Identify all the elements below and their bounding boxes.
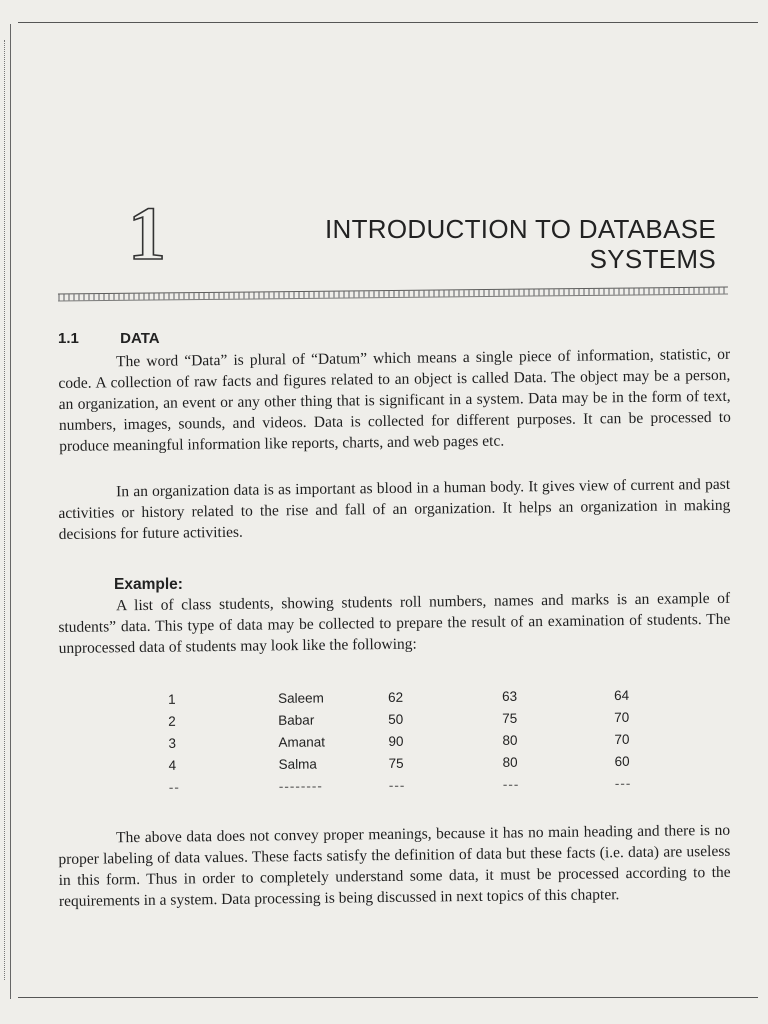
paragraph-indent bbox=[58, 496, 116, 497]
paragraph-indent bbox=[58, 610, 116, 611]
mark-cell: --- bbox=[502, 776, 520, 792]
roll-number-cell: -- bbox=[168, 779, 180, 795]
mark-cell: 63 bbox=[501, 688, 518, 704]
mark-cell: 90 bbox=[388, 733, 404, 749]
mark-cell: 80 bbox=[502, 754, 518, 770]
paragraph-indent bbox=[58, 842, 116, 843]
mark-cell: 70 bbox=[614, 709, 630, 725]
left-border-line bbox=[10, 24, 11, 999]
student-name-cell: -------- bbox=[278, 778, 323, 794]
bottom-border-line bbox=[18, 997, 758, 998]
mark-cell: 64 bbox=[613, 687, 630, 703]
mark-cell: 70 bbox=[614, 731, 630, 747]
paragraph-indent bbox=[58, 366, 116, 367]
mark-cell: 80 bbox=[502, 732, 518, 748]
chapter-title-line-2: SYSTEMS bbox=[589, 244, 716, 274]
example-heading: Example: bbox=[114, 576, 183, 593]
mark-cell: --- bbox=[614, 775, 632, 791]
top-border-line bbox=[18, 22, 758, 23]
student-name-cell: Salma bbox=[278, 756, 317, 772]
paragraph-data-importance bbox=[58, 474, 731, 545]
paragraph-text: A list of class students, showing students roll numbers, names and marks is an example of students” data. This type of data may be collected to prepare the result of an examination of students. The unprocessed data of students may look like the following: bbox=[58, 589, 731, 657]
section-heading bbox=[58, 330, 160, 347]
roll-number-cell: 2 bbox=[168, 713, 176, 729]
paragraph-data-processing bbox=[58, 820, 731, 912]
student-name-cell: Saleem bbox=[277, 690, 324, 706]
student-name-cell: Amanat bbox=[278, 734, 326, 750]
student-name-cell: Babar bbox=[278, 712, 315, 728]
paragraph-text: In an organization data is as important as blood in a human body. It gives view of current and past activities or history related to the rise and fall of an organization. It helps an organization in making decisions for future activities. bbox=[58, 475, 731, 543]
paragraph-data-definition bbox=[58, 344, 731, 457]
mark-cell: --- bbox=[388, 777, 406, 793]
mark-cell: 75 bbox=[388, 755, 404, 771]
mark-cell: 60 bbox=[614, 753, 630, 769]
mark-cell: 50 bbox=[388, 711, 404, 727]
mark-cell: 75 bbox=[502, 710, 518, 726]
table-row-continuation bbox=[151, 775, 671, 802]
chapter-title-line-1: INTRODUCTION TO DATABASE bbox=[325, 214, 716, 244]
paragraph-example bbox=[58, 588, 731, 659]
roll-number-cell: 3 bbox=[168, 735, 177, 751]
section-number: 1.1 bbox=[58, 330, 79, 347]
section-title: DATA bbox=[120, 330, 160, 347]
student-data-table bbox=[150, 687, 671, 802]
chapter-number: 1 bbox=[128, 192, 166, 276]
chapter-title-divider bbox=[58, 286, 728, 301]
roll-number-cell: 1 bbox=[167, 691, 176, 707]
mark-cell: 62 bbox=[387, 689, 404, 705]
chapter-title bbox=[236, 214, 716, 274]
paragraph-text: The word “Data” is plural of “Datum” which means a single piece of information, statistic, or code. A collection of raw facts and figures related to an object is called Data. The object may be a person, an organization, an event or any other thing that is significant in a system. Data may be in the form of text, numbers, images, sounds, and videos. Data is collected for different purposes. It can be processed to produce meaningful information like reports, charts, and web pages etc. bbox=[58, 345, 731, 455]
roll-number-cell: 4 bbox=[168, 757, 177, 773]
paragraph-text: The above data does not convey proper meanings, because it has no main heading and there is no proper labeling of data values. These facts satisfy the definition of data but these facts (i.e. data) are useless in this form. Thus in order to completely understand some data, it must be processed according to the requirements in a system. Data processing is being discussed in next topics of this chapter. bbox=[58, 821, 731, 910]
left-scan-edge bbox=[4, 40, 5, 980]
